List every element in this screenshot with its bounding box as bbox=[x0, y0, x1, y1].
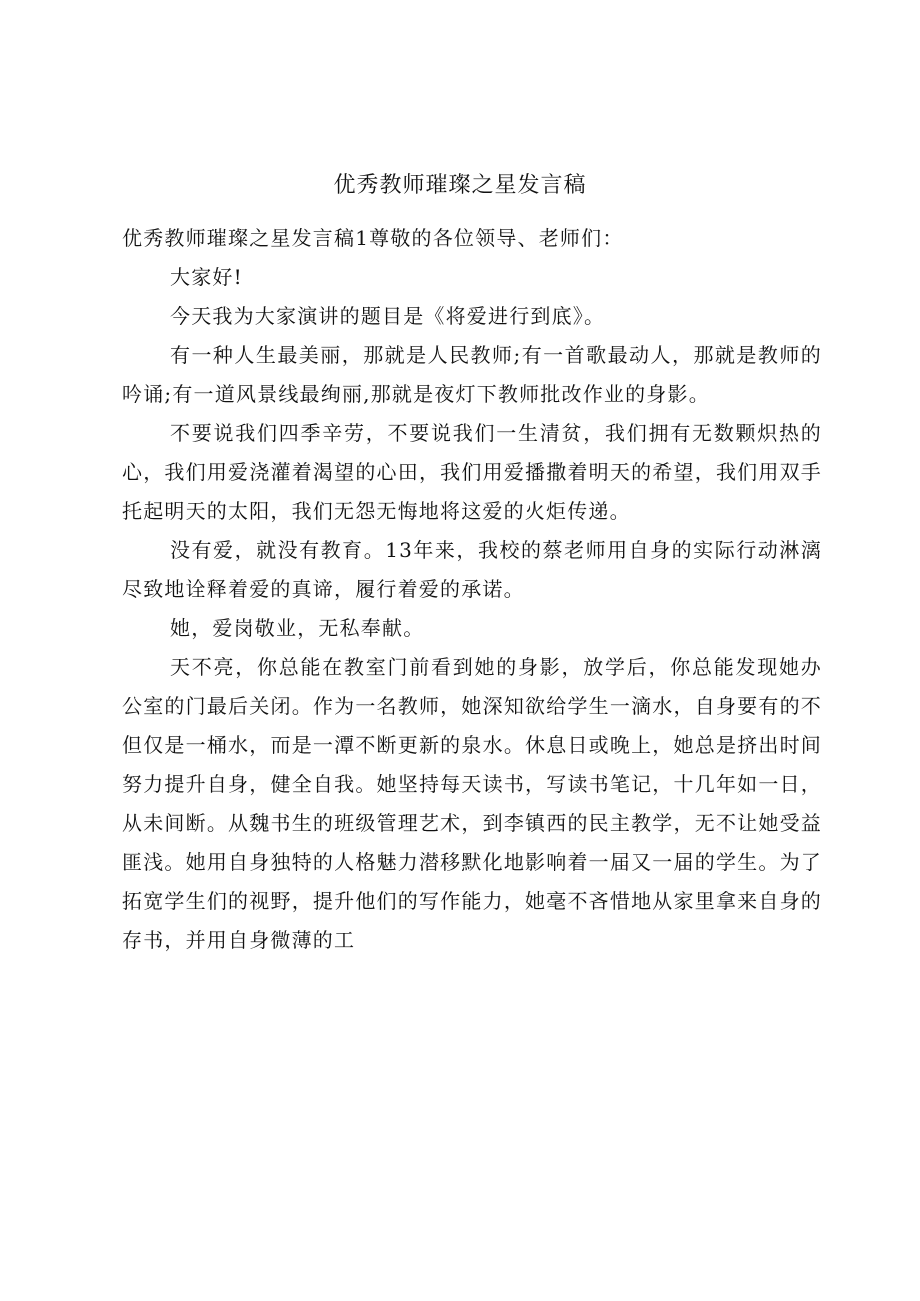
document-body bbox=[122, 219, 822, 960]
document-title: 优秀教师璀璨之星发言稿 bbox=[333, 173, 587, 198]
paragraph-8: 天不亮，你总能在教室门前看到她的身影，放学后，你总能发现她办公室的门最后关闭。作为一名教师，她深知欲给学生一滴水，自身要有的不但仅是一桶水，而是一潭不断更新的泉水。休息日或晚上，她总是挤出时间努力提升自身，健全自我。她坚持每天读书，写读书笔记，十几年如一日，从未间断。从魏书生的班级管理艺术，到李镇西的民主教学，无不让她受益匪浅。她用自身独特的人格魅力潜移默化地影响着一届又一届的学生。为了拓宽学生们的视野，提升他们的写作能力，她毫不吝惜地从家里拿来自身的存书，并用自身微薄的工 bbox=[122, 655, 822, 952]
paragraph-7: 她，爱岗敬业，无私奉献。 bbox=[170, 616, 425, 640]
paragraph-6: 没有爱，就没有教育。13年来，我校的蔡老师用自身的实际行动淋漓尽致地诠释着爱的真谛，履行着爱的承诺。 bbox=[122, 538, 822, 601]
paragraph-2: 大家好! bbox=[170, 265, 243, 289]
paragraph-4: 有一种人生最美丽，那就是人民教师;有一首歌最动人，那就是教师的吟诵;有一道风景线最绚丽,那就是夜灯下教师批改作业的身影。 bbox=[122, 343, 822, 406]
paragraph-3: 今天我为大家演讲的题目是《将爱进行到底》。 bbox=[170, 304, 606, 328]
paragraph-5: 不要说我们四季辛劳，不要说我们一生清贫，我们拥有无数颗炽热的心，我们用爱浇灌着渴望的心田，我们用爱播撒着明天的希望，我们用双手托起明天的太阳，我们无怨无悔地将这爱的火炬传递。 bbox=[122, 421, 822, 523]
paragraph-1: 优秀教师璀璨之星发言稿1尊敬的各位领导、老师们： bbox=[122, 226, 624, 250]
